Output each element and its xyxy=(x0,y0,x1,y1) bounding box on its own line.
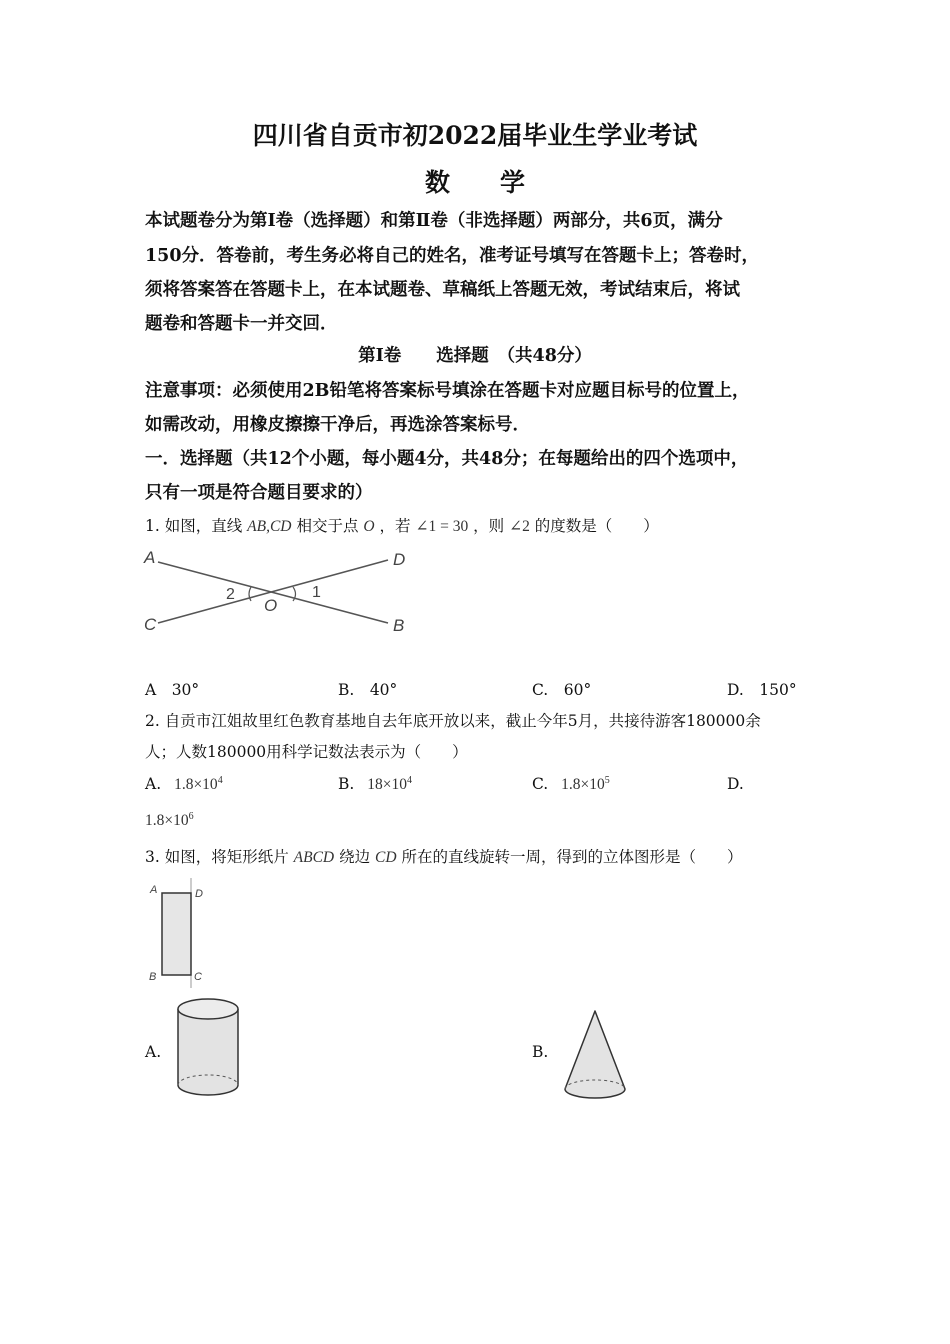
q3-math-rect: ABCD xyxy=(293,849,335,866)
rectangle-abcd xyxy=(162,893,191,975)
q2-option-c-base: 1.8×10 xyxy=(561,776,605,794)
label-b: B xyxy=(393,616,405,635)
q2-option-a-label: A. xyxy=(145,775,162,794)
cylinder-body xyxy=(178,1009,238,1095)
q1-intersecting-lines-figure xyxy=(138,545,418,640)
q3-math-edge: CD xyxy=(375,849,397,866)
q1-math-angle2: ∠2 xyxy=(509,518,530,535)
label-c: C xyxy=(144,615,157,634)
label-o: O xyxy=(264,596,278,615)
label-angle-1: 1 xyxy=(312,584,321,601)
q1-math-lines: AB,CD xyxy=(247,518,292,535)
q1-math-angle1: ∠1 = 30 xyxy=(415,518,469,535)
q2-option-b-label: B. xyxy=(338,775,355,794)
q2-option-b-exp: 4 xyxy=(407,775,413,786)
q2-stem-line-2: 人；人数180000用科学记数法表示为（ ） xyxy=(145,743,468,761)
cylinder-top xyxy=(178,999,238,1019)
q1-text-3: ，若 xyxy=(379,517,411,535)
q3-rectangle-figure xyxy=(140,876,220,988)
q2-option-d-label: D. xyxy=(727,775,744,793)
q1-text-5: 的度数是（ ） xyxy=(534,517,659,535)
section-line-1: 一．选择题（共12个小题，每小题4分，共48分；在每题给出的四个选项中， xyxy=(145,449,749,469)
q3-option-b-label: B. xyxy=(532,1043,549,1061)
part1-heading: 第Ⅰ卷 选择题 （共48分） xyxy=(358,346,592,366)
q3-text-2: 绕边 xyxy=(339,848,371,866)
q3-option-b-cone xyxy=(560,1005,630,1105)
q3-text-3: 所在的直线旋转一周，得到的立体图形是（ ） xyxy=(401,848,743,866)
q1-option-a: A 30° xyxy=(145,681,200,699)
intro-line-4: 题卷和答题卡一并交回． xyxy=(145,314,338,334)
q2-option-d-exp: 6 xyxy=(188,811,194,822)
intro-line-2: 150分．答卷前，考生务必将自己的姓名，准考证号填写在答题卡上；答卷时， xyxy=(145,246,760,266)
intro-line-3: 须将答案答在答题卡上，在本试题卷、草稿纸上答题无效，考试结束后，将试 xyxy=(145,280,740,300)
angle-2-arc xyxy=(249,587,251,601)
q2-stem-line-1: 2. 自贡市江姐故里红色教育基地自去年底开放以来，截止今年5月，共接待游客180000余 xyxy=(145,712,761,730)
q2-option-d-value xyxy=(145,811,194,830)
label-d: D xyxy=(393,550,406,569)
q2-option-a-exp: 4 xyxy=(217,775,223,786)
q1-text-1: 1. 如图，直线 xyxy=(145,517,243,535)
intro-line-1: 本试题卷分为第Ⅰ卷（选择题）和第Ⅱ卷（非选择题）两部分，共6页，满分 xyxy=(145,211,723,231)
notice-line-1: 注意事项：必须使用2B铅笔将答案标号填涂在答题卡对应题目标号的位置上， xyxy=(145,381,750,401)
notice-line-2: 如需改动，用橡皮擦擦干净后，再选涂答案标号． xyxy=(145,415,530,435)
q2-option-b-base: 18×10 xyxy=(367,776,408,794)
exam-title: 四川省自贡市初2022届毕业生学业考试 xyxy=(252,121,698,150)
q3-option-a-cylinder xyxy=(170,995,246,1107)
cone-body xyxy=(565,1011,625,1098)
q3-text-1: 3. 如图，将矩形纸片 xyxy=(145,848,289,866)
q1-text-4: ，则 xyxy=(473,517,505,535)
section-line-2: 只有一项是符合题目要求的） xyxy=(145,483,373,503)
q2-option-a xyxy=(145,775,223,794)
question-3-stem xyxy=(145,845,743,867)
q1-option-c: C. 60° xyxy=(532,681,592,699)
q2-option-a-base: 1.8×10 xyxy=(174,776,218,794)
q1-text-2: 相交于点 xyxy=(296,517,359,535)
label-d: D xyxy=(195,888,203,900)
q1-option-b: B. 40° xyxy=(338,681,398,699)
q1-option-d: D. 150° xyxy=(727,681,797,699)
q2-option-c xyxy=(532,775,610,794)
q3-option-a-label: A. xyxy=(145,1043,162,1061)
q2-option-b xyxy=(338,775,412,794)
q2-option-d-base: 1.8×10 xyxy=(145,812,189,830)
subject-title: 数 学 xyxy=(424,168,525,197)
q2-option-c-exp: 5 xyxy=(604,775,610,786)
label-a: A xyxy=(150,884,158,896)
question-1-stem xyxy=(145,514,659,536)
label-c: C xyxy=(194,971,202,983)
label-angle-2: 2 xyxy=(226,586,235,603)
q2-option-c-label: C. xyxy=(532,775,549,794)
q1-math-point: O xyxy=(363,518,375,535)
label-b: B xyxy=(149,971,157,983)
label-a: A xyxy=(144,548,156,567)
